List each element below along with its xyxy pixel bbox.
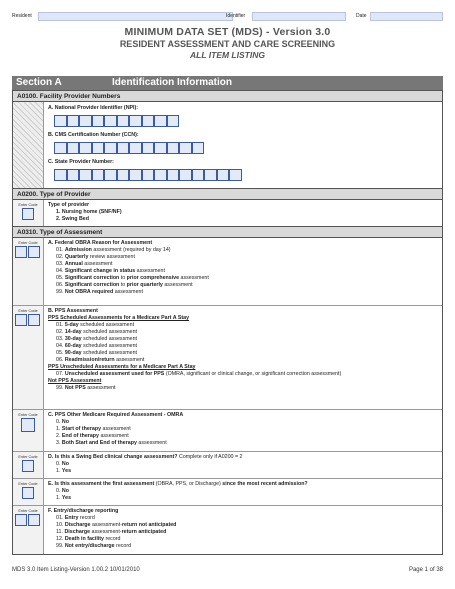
a0310f-question: F. Entry/discharge reporting xyxy=(48,508,119,514)
option-item: 99. Not entry/discharge record xyxy=(56,543,132,549)
pps-unscheduled-heading: PPS Unscheduled Assessments for a Medicare Part A Stay xyxy=(48,364,196,370)
a0310d-question: D. Is this a Swing Bed clinical change assessment? xyxy=(48,454,178,460)
option-item: 11. Discharge assessment-return anticipated xyxy=(56,529,167,535)
page-footer xyxy=(12,567,443,573)
option-item: 10. Discharge assessment-return not anticipated xyxy=(56,522,177,528)
a0310a-row xyxy=(13,238,442,306)
a0310d-options xyxy=(48,461,438,475)
ccn-label: B. CMS Certification Number (CCN): xyxy=(48,132,139,138)
a0310b-option-07 xyxy=(48,371,438,378)
enter-code-label: Enter Code xyxy=(18,203,38,207)
a0310a-entry xyxy=(13,238,44,305)
form-listing-label: ALL ITEM LISTING xyxy=(190,50,265,60)
form-subtitle: RESIDENT ASSESSMENT AND CARE SCREENING xyxy=(119,39,336,49)
a0310c-options xyxy=(48,419,438,447)
a0310e-code-box[interactable] xyxy=(22,487,34,499)
option-item: 1. Yes xyxy=(56,495,72,501)
a0310b-scheduled-options xyxy=(48,322,438,364)
a0310f-entry xyxy=(13,506,44,554)
a0310a-code-box-2[interactable] xyxy=(28,246,40,258)
identifier-label: Identifier xyxy=(226,13,246,19)
a0310c-code-box[interactable] xyxy=(21,418,35,432)
option-item: 06. Readmission/return assessment xyxy=(56,357,145,363)
form-titles xyxy=(0,26,455,60)
option-item: 05. 90-day scheduled assessment xyxy=(56,350,137,356)
a0200-entry xyxy=(13,200,44,226)
option-item: 04. 60-day scheduled assessment xyxy=(56,343,137,349)
resident-field[interactable] xyxy=(38,12,233,21)
a0310c-content xyxy=(44,410,442,451)
a0100-row xyxy=(13,102,442,188)
a0200-block xyxy=(13,189,442,227)
option-item: 1. Start of therapy assessment xyxy=(56,426,131,432)
a0310d-row xyxy=(13,452,442,479)
option-item: 1. Yes xyxy=(56,468,72,474)
a0310a-code-box-1[interactable] xyxy=(15,246,27,258)
a0200-option-1: 1. Nursing home (SNF/NF) xyxy=(56,209,122,215)
a0310e-question: E. Is this assessment the first assessment xyxy=(48,481,155,487)
a0200-code-box[interactable] xyxy=(22,208,34,220)
option-item: 01. Entry record xyxy=(56,515,95,521)
npi-label: A. National Provider Identifier (NPI): xyxy=(48,105,139,111)
a0310c-entry xyxy=(13,410,44,451)
identifier-field[interactable] xyxy=(252,12,346,21)
a0310c-question: C. PPS Other Medicare Required Assessment - OMRA xyxy=(48,412,184,418)
a0310d-note: Complete only if A0200 = 2 xyxy=(177,454,243,460)
a0200-option-2: 2. Swing Bed xyxy=(56,216,89,222)
a0310e-options xyxy=(48,488,438,502)
a0310d-code-box[interactable] xyxy=(22,460,34,472)
a0310c-row xyxy=(13,410,442,452)
a0200-header: A0200. Type of Provider xyxy=(13,189,442,200)
option-item: 0. No xyxy=(56,488,69,494)
a0310f-code-box-2[interactable] xyxy=(28,514,40,526)
option-item: 2. End of therapy assessment xyxy=(56,433,129,439)
ccn-boxes[interactable] xyxy=(54,142,438,154)
a0310f-content xyxy=(44,506,442,554)
a0310a-options xyxy=(48,247,438,296)
option-item: 01. Admission assessment (required by day 14) xyxy=(56,247,171,253)
a0310b-question: B. PPS Assessment xyxy=(48,308,98,314)
a0200-row xyxy=(13,200,442,226)
option-item: 01. 5-day scheduled assessment xyxy=(56,322,135,328)
a0310-block xyxy=(13,227,442,554)
option-item: 02. Quarterly review assessment xyxy=(56,254,135,260)
a0310b-code-box-1[interactable] xyxy=(15,314,27,326)
enter-code-label: Enter Code xyxy=(18,509,38,513)
a0310f-row xyxy=(13,506,442,554)
a0310b-row xyxy=(13,306,442,410)
option-item: 99. Not PPS assessment xyxy=(56,385,116,391)
section-label: Section A xyxy=(16,77,62,88)
enter-code-label: Enter Code xyxy=(18,482,38,486)
option-item: 0. No xyxy=(56,419,69,425)
option-item: 03. Annual assessment xyxy=(56,261,113,267)
form-title: MINIMUM DATA SET (MDS) - Version 3.0 xyxy=(124,26,331,38)
a0100-content xyxy=(44,102,442,188)
enter-code-label: Enter Code xyxy=(18,455,38,459)
a0310f-code-box-1[interactable] xyxy=(15,514,27,526)
option-item: 12. Death in facility record xyxy=(56,536,121,542)
a0310f-options xyxy=(48,515,438,550)
resident-header-bar xyxy=(12,12,443,22)
a0100-block xyxy=(13,91,442,189)
a0310e-parenthetical: (OBRA, PPS, or Discharge) xyxy=(154,481,223,487)
section-header xyxy=(12,76,443,90)
a0100-left-cell xyxy=(13,102,44,188)
a0310e-entry xyxy=(13,479,44,505)
not-pps-heading: Not PPS Assessment xyxy=(48,378,102,384)
option-item: 06. Significant correction to prior quarterly assessment xyxy=(56,282,193,288)
state-provider-boxes[interactable] xyxy=(54,169,438,181)
enter-code-label: Enter Code xyxy=(18,413,38,417)
footer-version: MDS 3.0 Item Listing-Version 1.00.2 10/01/2010 xyxy=(12,567,140,573)
option-item: 3. Both Start and End of therapy assessment xyxy=(56,440,167,446)
date-field[interactable] xyxy=(370,12,443,21)
option-item: 04. Significant change in status assessment xyxy=(56,268,165,274)
a0310b-code-box-2[interactable] xyxy=(28,314,40,326)
enter-code-label: Enter Code xyxy=(18,241,38,245)
a0310b-option-99 xyxy=(48,385,438,392)
npi-boxes[interactable] xyxy=(54,115,438,127)
a0200-content xyxy=(44,200,442,226)
pps-scheduled-heading: PPS Scheduled Assessments for a Medicare Part A Stay xyxy=(48,315,190,321)
a0310d-entry xyxy=(13,452,44,478)
option-item: 99. Not OBRA required assessment xyxy=(56,289,143,295)
assessment-form xyxy=(12,90,443,555)
option-item: 07. Unscheduled assessment used for PPS (OMRA, significant or clinical change, or significant correction assessment) xyxy=(56,371,342,377)
page-number: Page 1 of 38 xyxy=(408,567,443,573)
a0310d-content xyxy=(44,452,442,478)
a0310-header: A0310. Type of Assessment xyxy=(13,227,442,238)
section-title: Identification Information xyxy=(112,77,232,88)
option-item: 02. 14-day scheduled assessment xyxy=(56,329,137,335)
a0310b-entry xyxy=(13,306,44,409)
resident-label: Resident xyxy=(12,13,32,19)
a0200-question: Type of provider xyxy=(48,202,90,208)
a0310e-content xyxy=(44,479,442,505)
option-item: 05. Significant correction to prior comprehensive assessment xyxy=(56,275,209,281)
option-item: 03. 30-day scheduled assessment xyxy=(56,336,137,342)
option-item: 0. No xyxy=(56,461,69,467)
a0310b-content xyxy=(44,306,442,409)
a0310e-row xyxy=(13,479,442,506)
a0100-header: A0100. Facility Provider Numbers xyxy=(13,91,442,102)
a0310e-question-end: since the most recent admission? xyxy=(222,481,308,487)
state-provider-label: C. State Provider Number: xyxy=(48,159,114,165)
a0310a-question: A. Federal OBRA Reason for Assessment xyxy=(48,240,153,246)
enter-code-label: Enter Code xyxy=(18,309,38,313)
a0310a-content xyxy=(44,238,442,305)
date-label: Date xyxy=(356,13,367,19)
